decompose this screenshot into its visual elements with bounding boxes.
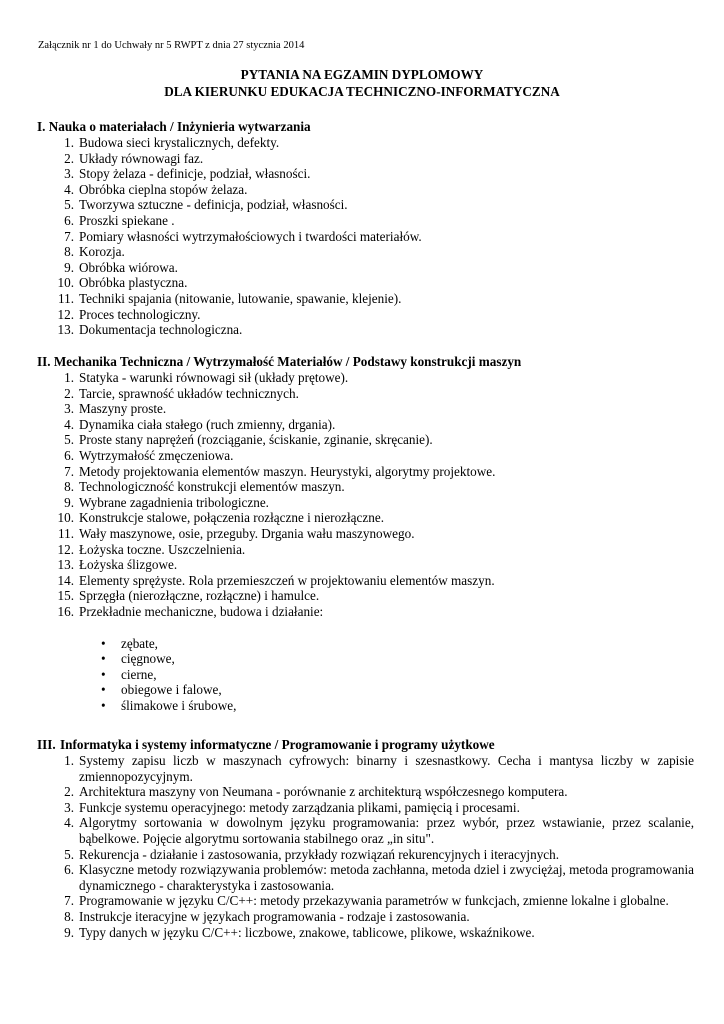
list-item xyxy=(37,464,697,480)
item-number: 8. xyxy=(64,479,74,495)
list-item xyxy=(37,573,697,589)
bullet-text: ślimakowe i śrubowe, xyxy=(121,697,237,713)
section-mechanics xyxy=(37,354,697,713)
item-text: Wały maszynowe, osie, przeguby. Drgania wału maszynowego. xyxy=(79,525,415,541)
item-number: 16. xyxy=(57,603,74,619)
list-item xyxy=(37,417,697,433)
section-title: Nauka o materiałach / Inżynieria wytwarzania xyxy=(48,119,311,134)
item-number: 14. xyxy=(57,572,74,588)
item-number: 2. xyxy=(64,150,74,166)
section-heading xyxy=(37,737,697,753)
list-item xyxy=(37,244,697,260)
item-text: Przekładnie mechaniczne, budowa i działanie: xyxy=(79,603,324,619)
section-title: Informatyka i systemy informatyczne / Programowanie i programy użytkowe xyxy=(60,737,495,752)
list-item xyxy=(37,495,697,511)
bullet-icon: • xyxy=(101,651,106,667)
item-text: Tworzywa sztuczne - definicja, podział, własności. xyxy=(79,197,348,213)
item-number: 2. xyxy=(64,784,74,800)
list-item xyxy=(37,479,697,495)
list-item xyxy=(37,847,697,863)
section-number: III. xyxy=(37,737,56,752)
item-text: Metody projektowania elementów maszyn. Heurystyki, algorytmy projektowe. xyxy=(79,463,496,479)
list-item xyxy=(37,291,697,307)
list-item xyxy=(37,166,697,182)
item-number: 1. xyxy=(64,370,74,385)
bullet-text: obiegowe i falowe, xyxy=(121,682,222,698)
section-number: II. xyxy=(37,354,51,369)
item-text: Łożyska ślizgowe. xyxy=(79,557,178,573)
item-text: Budowa sieci krystalicznych, defekty. xyxy=(79,135,280,150)
item-number: 6. xyxy=(64,212,74,228)
list-item xyxy=(37,275,697,291)
item-number: 15. xyxy=(57,588,74,604)
item-text: Łożyska toczne. Uszczelnienia. xyxy=(79,541,246,557)
bullet-icon: • xyxy=(101,682,106,698)
item-text: Architektura maszyny von Neumana - porównanie z architekturą współczesnego komputera. xyxy=(79,784,568,800)
list-item xyxy=(37,909,697,925)
list-item xyxy=(37,925,697,941)
item-text: Funkcje systemu operacyjnego: metody zarządzania plikami, pamięcią i procesami. xyxy=(79,799,520,815)
list-item xyxy=(37,182,697,198)
list-item xyxy=(37,151,697,167)
bullet-item xyxy=(37,682,697,698)
gear-types-list xyxy=(37,636,697,714)
item-number: 10. xyxy=(57,275,74,291)
list-item xyxy=(37,432,697,448)
item-text: Konstrukcje stalowe, połączenia rozłączne i nierozłączne. xyxy=(79,510,384,526)
item-text: Tarcie, sprawność układów technicznych. xyxy=(79,385,299,401)
item-number: 9. xyxy=(64,494,74,510)
bullet-text: cierne, xyxy=(121,666,157,682)
item-text: Wytrzymałość zmęczeniowa. xyxy=(79,447,234,463)
item-text: Stopy żelaza - definicje, podział, własności. xyxy=(79,166,311,182)
item-number: 6. xyxy=(64,862,74,878)
item-number: 5. xyxy=(64,846,74,862)
item-number: 9. xyxy=(64,259,74,275)
item-text: Korozja. xyxy=(79,244,125,260)
item-number: 2. xyxy=(64,385,74,401)
section-title: Mechanika Techniczna / Wytrzymałość Materiałów / Podstawy konstrukcji maszyn xyxy=(53,354,522,369)
item-number: 9. xyxy=(64,924,74,940)
item-number: 13. xyxy=(57,557,74,573)
attachment-note: Załącznik nr 1 do Uchwały nr 5 RWPT z dnia 27 stycznia 2014 xyxy=(38,40,305,51)
item-text: Typy danych w języku C/C++: liczbowe, znakowe, tablicowe, plikowe, wskaźnikowe. xyxy=(79,924,535,940)
item-number: 11. xyxy=(58,525,74,541)
list-item xyxy=(37,135,697,151)
section-heading xyxy=(37,119,697,135)
item-text: Obróbka cieplna stopów żelaza. xyxy=(79,181,248,197)
item-text: Statyka - warunki równowagi sił (układy prętowe). xyxy=(79,370,349,385)
item-text: Systemy zapisu liczb w maszynach cyfrowych: binarny i szesnastkowy. Cecha i mantysa liczby w zapisie zmiennopozycyjnym. xyxy=(79,753,694,784)
item-text: Dynamika ciała stałego (ruch zmienny, drgania). xyxy=(79,416,336,432)
document-title-line-2: DLA KIERUNKU EDUKACJA TECHNICZNO-INFORMATYCZNA xyxy=(164,84,560,99)
list-item xyxy=(37,784,697,800)
list-item xyxy=(37,197,697,213)
item-text: Algorytmy sortowania w dowolnym języku programowania: przez wybór, przez wstawianie, przez scalanie, bąbelkowe. Pojęcie algorytmu sortowania stabilnego oraz „in situ". xyxy=(79,815,694,846)
item-number: 1. xyxy=(64,753,74,768)
list-item xyxy=(37,604,697,620)
item-number: 12. xyxy=(57,541,74,557)
bullet-icon: • xyxy=(101,666,106,682)
item-number: 4. xyxy=(64,181,74,197)
question-list xyxy=(37,753,697,940)
item-text: Sprzęgła (nierozłączne, rozłączne) i hamulce. xyxy=(79,588,320,604)
list-item xyxy=(37,401,697,417)
bullet-text: zębate, xyxy=(121,635,158,651)
item-text: Układy równowagi faz. xyxy=(79,150,204,166)
item-text: Proszki spiekane . xyxy=(79,212,175,228)
item-number: 5. xyxy=(64,432,74,448)
section-heading xyxy=(37,354,697,370)
item-number: 3. xyxy=(64,166,74,182)
list-item xyxy=(37,213,697,229)
item-text: Programowanie w języku C/C++: metody przekazywania parametrów w funkcjach, zmienne lokalne i globalne. xyxy=(79,893,669,909)
list-item xyxy=(37,386,697,402)
item-text: Proces technologiczny. xyxy=(79,306,201,322)
list-item xyxy=(37,862,697,893)
item-text: Proste stany naprężeń (rozciąganie, ściskanie, zginanie, skręcanie). xyxy=(79,432,433,448)
list-item xyxy=(37,322,697,338)
section-informatics xyxy=(37,737,697,940)
list-item xyxy=(37,557,697,573)
item-text: Elementy sprężyste. Rola przemieszczeń w projektowaniu elementów maszyn. xyxy=(79,572,495,588)
document-title-line-1: PYTANIA NA EGZAMIN DYPLOMOWY xyxy=(240,67,484,82)
item-text: Techniki spajania (nitowanie, lutowanie, spawanie, klejenie). xyxy=(79,290,402,306)
list-item xyxy=(37,370,697,386)
item-text: Klasyczne metody rozwiązywania problemów: metoda zachłanna, metoda dziel i zwyciężaj, metoda programowania dynamicznego - charakterystyka i zastosowania. xyxy=(79,862,694,893)
item-text: Dokumentacja technologiczna. xyxy=(79,322,243,338)
item-number: 4. xyxy=(64,815,74,831)
section-materials xyxy=(37,119,697,338)
item-number: 1. xyxy=(64,135,74,150)
bullet-text: cięgnowe, xyxy=(121,651,175,667)
item-text: Obróbka plastyczna. xyxy=(79,275,188,291)
bullet-icon: • xyxy=(101,635,106,651)
question-list xyxy=(37,370,697,620)
item-number: 4. xyxy=(64,416,74,432)
item-number: 6. xyxy=(64,447,74,463)
item-number: 5. xyxy=(64,197,74,213)
item-text: Wybrane zagadnienia tribologiczne. xyxy=(79,494,269,510)
question-list xyxy=(37,135,697,338)
list-item xyxy=(37,800,697,816)
item-text: Rekurencja - działanie i zastosowania, przykłady rozwiązań rekurencyjnych i iteracyjnych. xyxy=(79,846,560,862)
list-item xyxy=(37,510,697,526)
item-text: Pomiary własności wytrzymałościowych i twardości materiałów. xyxy=(79,228,422,244)
item-number: 7. xyxy=(64,463,74,479)
section-number: I. xyxy=(37,119,46,134)
list-item xyxy=(37,588,697,604)
item-number: 13. xyxy=(57,322,74,338)
list-item xyxy=(37,526,697,542)
item-number: 7. xyxy=(64,893,74,909)
bullet-icon: • xyxy=(101,697,106,713)
list-item xyxy=(37,542,697,558)
item-text: Technologiczność konstrukcji elementów maszyn. xyxy=(79,479,345,495)
item-number: 7. xyxy=(64,228,74,244)
bullet-item xyxy=(37,667,697,683)
list-item xyxy=(37,753,697,784)
item-number: 12. xyxy=(57,306,74,322)
item-number: 11. xyxy=(58,290,74,306)
item-text: Instrukcje iteracyjne w językach programowania - rodzaje i zastosowania. xyxy=(79,908,470,924)
item-number: 8. xyxy=(64,908,74,924)
bullet-item xyxy=(37,698,697,714)
item-number: 3. xyxy=(64,401,74,417)
list-item xyxy=(37,448,697,464)
list-item xyxy=(37,260,697,276)
item-number: 10. xyxy=(57,510,74,526)
list-item xyxy=(37,229,697,245)
list-item xyxy=(37,307,697,323)
item-text: Obróbka wiórowa. xyxy=(79,259,178,275)
item-number: 8. xyxy=(64,244,74,260)
list-item xyxy=(37,815,697,846)
item-text: Maszyny proste. xyxy=(79,401,167,417)
bullet-item xyxy=(37,651,697,667)
item-number: 3. xyxy=(64,799,74,815)
bullet-item xyxy=(37,636,697,652)
list-item xyxy=(37,893,697,909)
